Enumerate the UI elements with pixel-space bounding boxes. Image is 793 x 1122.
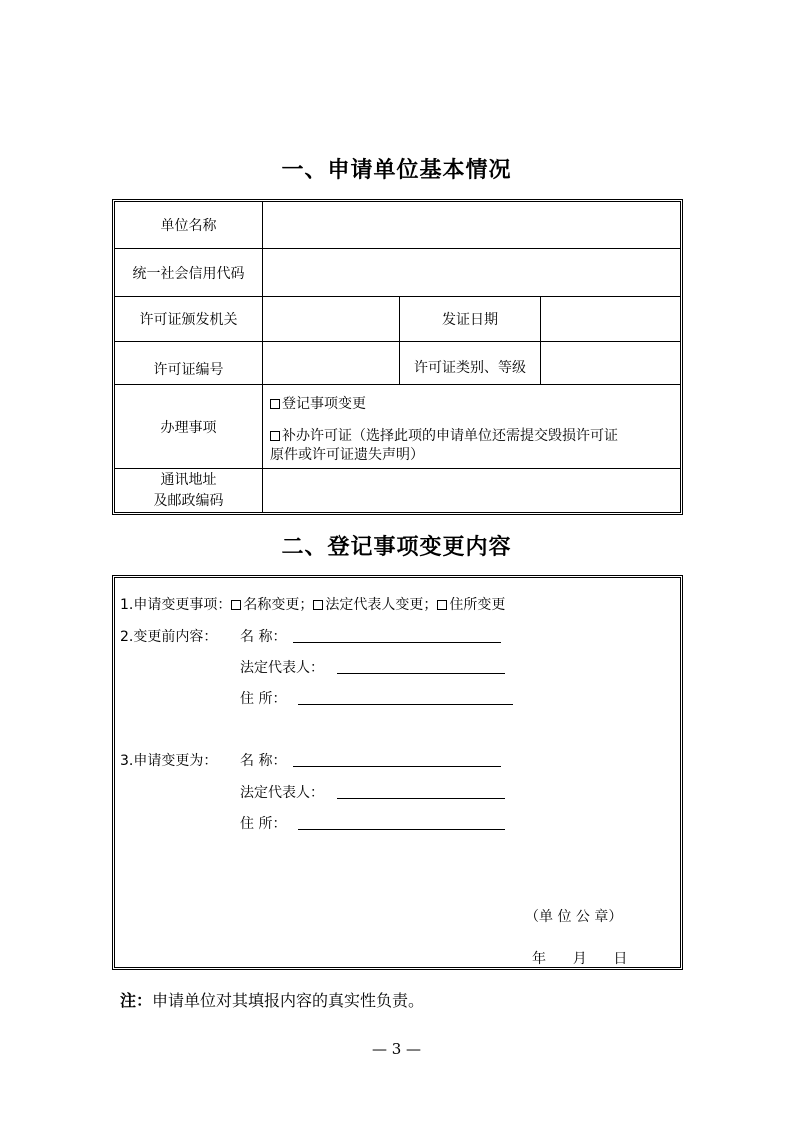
issuing-authority-field[interactable] — [263, 297, 399, 341]
after-change-label: 3.申请变更为： — [120, 753, 218, 769]
address-field[interactable] — [263, 469, 680, 512]
unit-name-field[interactable] — [263, 202, 680, 248]
before-address-label: 住 所： — [240, 691, 287, 707]
option-change-registration[interactable] — [270, 394, 366, 414]
footnote-label: 注： — [120, 991, 153, 1010]
checkbox[interactable] — [270, 399, 280, 409]
option-name-change: 名称变更； — [243, 597, 314, 613]
address-label-line1: 通讯地址 — [160, 471, 217, 488]
before-name-label: 名 称： — [240, 629, 287, 645]
before-address-field[interactable] — [298, 704, 513, 705]
after-rep-label: 法定代表人： — [240, 785, 324, 801]
signature-date: 年 月 日 — [532, 951, 628, 967]
credit-code-label: 统一社会信用代码 — [132, 265, 245, 282]
issue-date-label: 发证日期 — [442, 312, 498, 328]
before-rep-field[interactable] — [337, 673, 505, 674]
license-number-field[interactable] — [263, 342, 399, 384]
change-content-table — [112, 575, 683, 970]
basic-info-table — [112, 199, 683, 515]
before-name-field[interactable] — [293, 642, 501, 643]
option-label: 登记事项变更 — [282, 396, 366, 412]
license-number-label: 许可证编号 — [153, 362, 224, 378]
section1-title: 一、申请单位基本情况 — [281, 158, 512, 183]
after-rep-field[interactable] — [337, 798, 505, 799]
page-number: — 3 — — [371, 1040, 422, 1058]
issue-date-field[interactable] — [541, 297, 680, 341]
change-items-row — [120, 594, 505, 614]
checkbox[interactable] — [270, 431, 280, 441]
checkbox-rep-change[interactable] — [313, 600, 323, 610]
option-reissue-license[interactable] — [270, 426, 680, 465]
license-category-field[interactable] — [541, 342, 680, 384]
matters-label: 办理事项 — [160, 419, 217, 436]
address-label-line2: 及邮政编码 — [153, 492, 224, 509]
before-change-label: 2.变更前内容： — [120, 629, 218, 645]
section2-title: 二、登记事项变更内容 — [281, 535, 512, 560]
change-items-label: 1.申请变更事项： — [120, 597, 232, 613]
option-rep-change: 法定代表人变更； — [325, 597, 438, 613]
checkbox-name-change[interactable] — [231, 600, 241, 610]
address-label — [115, 469, 262, 512]
after-address-label: 住 所： — [240, 816, 287, 832]
credit-code-field[interactable] — [263, 249, 680, 296]
unit-name-label: 单位名称 — [160, 218, 217, 234]
footnote-text: 申请单位对其填报内容的真实性负责。 — [152, 991, 425, 1010]
footnote — [120, 988, 424, 1011]
issuing-authority-label: 许可证颁发机关 — [139, 312, 238, 328]
license-category-label: 许可证类别、等级 — [414, 360, 526, 376]
option-label: 补办许可证（选择此项的申请单位还需提交毁损许可证 — [282, 428, 618, 444]
option-label-continued: 原件或许可证遗失声明） — [270, 447, 424, 463]
checkbox-address-change[interactable] — [437, 600, 447, 610]
unit-seal: （单 位 公 章） — [525, 909, 623, 925]
before-rep-label: 法定代表人： — [240, 660, 324, 676]
after-address-field[interactable] — [298, 829, 505, 830]
after-name-field[interactable] — [293, 766, 501, 767]
after-name-label: 名 称： — [240, 753, 287, 769]
option-address-change: 住所变更 — [449, 597, 506, 613]
